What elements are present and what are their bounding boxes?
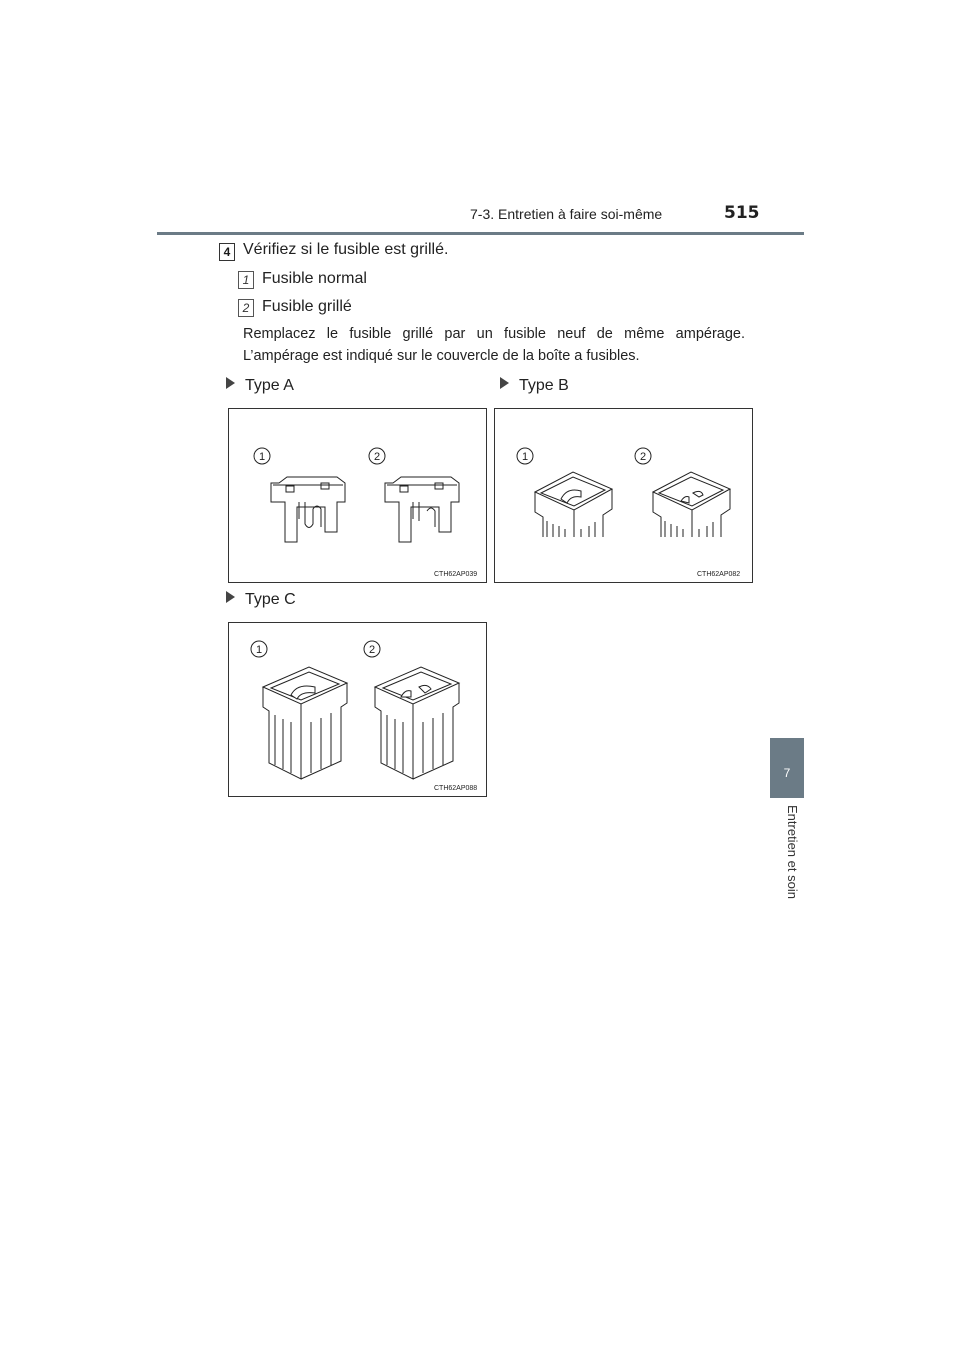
chapter-tab[interactable] xyxy=(770,738,804,798)
triangle-bullet-icon xyxy=(226,591,235,603)
callout-2: 2 xyxy=(369,644,376,656)
figure-label xyxy=(226,377,294,395)
figure-code: CTH62AP088 xyxy=(434,785,478,792)
figure-label xyxy=(226,591,296,609)
step-number-box: 4 xyxy=(219,243,235,261)
body-paragraph: Remplacez le fusible grillé par un fusible neuf de même ampérage. L’ampérage est indiqué sur le couvercle de la boîte a fusibles. xyxy=(243,326,745,364)
chapter-title: Entretien et soin xyxy=(785,805,800,899)
fuse-type-b-illustration xyxy=(495,409,752,582)
figure-type-b xyxy=(494,408,753,583)
step-text: Vérifiez si le fusible est grillé. xyxy=(243,241,449,258)
figure-type-a xyxy=(228,408,487,583)
figure-type-c xyxy=(228,622,487,797)
figure-label-text: Type C xyxy=(245,591,296,608)
fuse-type-c-illustration xyxy=(229,623,486,796)
chapter-number: 7 xyxy=(783,766,791,780)
section-title: 7-3. Entretien à faire soi-même xyxy=(470,206,663,222)
item-number: 1 xyxy=(238,271,254,289)
callout-1: 1 xyxy=(256,644,263,656)
triangle-bullet-icon xyxy=(226,377,235,389)
chapter-label xyxy=(774,805,800,925)
item-label: Fusible grillé xyxy=(262,298,352,315)
callout-1: 1 xyxy=(259,451,266,463)
page-number: 515 xyxy=(724,203,760,223)
fuse-type-a-illustration xyxy=(229,409,486,582)
figure-label xyxy=(500,377,569,395)
item-number: 2 xyxy=(238,299,254,317)
figure-code: CTH62AP082 xyxy=(697,571,741,578)
triangle-bullet-icon xyxy=(500,377,509,389)
item-label: Fusible normal xyxy=(262,270,367,287)
callout-2: 2 xyxy=(640,451,647,463)
figure-label-text: Type B xyxy=(519,377,569,394)
header-rule xyxy=(157,232,804,235)
callout-2: 2 xyxy=(374,451,381,463)
figure-code: CTH62AP039 xyxy=(434,571,478,578)
callout-1: 1 xyxy=(522,451,529,463)
figure-label-text: Type A xyxy=(245,377,294,394)
